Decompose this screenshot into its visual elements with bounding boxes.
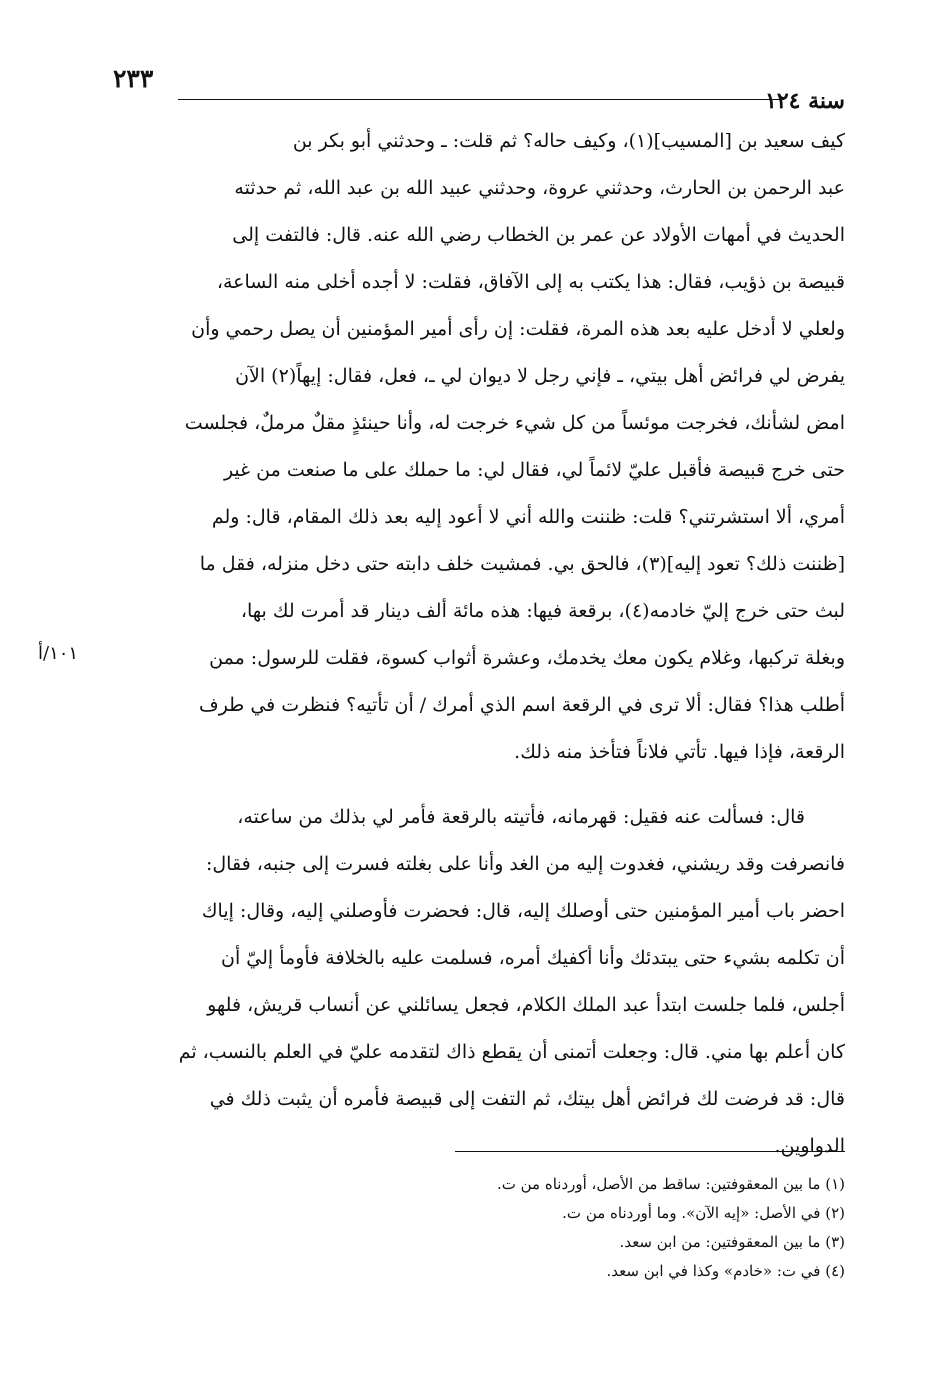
- text-line: قبيصة بن ذؤيب، فقال: هذا يكتب به إلى الآفاق، فقلت: لا أجده أخلى منه الساعة،: [216, 271, 845, 293]
- text-line: أجلس، فلما جلست ابتدأ عبد الملك الكلام، فجعل يسائلني عن أنساب قريش، فلهو: [207, 994, 845, 1016]
- text-line: أطلب هذا؟ فقال: ألا ترى في الرقعة اسم الذي أمرك / أن تأتيه؟ فنظرت في طرف: [199, 694, 845, 716]
- text-line: قال: قد فرضت لك فرائض أهل بيتك، ثم التفت إلى قبيصة فأمره أن يثبت ذلك في: [209, 1088, 845, 1110]
- header-rule: [178, 99, 784, 100]
- text-line: الدواوين.: [774, 1135, 845, 1157]
- text-line: قال: فسألت عنه فقيل: قهرمانه، فأتيته بالرقعة فأمر لي بذلك من ساعته،: [237, 806, 805, 828]
- text-line: امض لشأنك، فخرجت موئساً من كل شيء خرجت له، وأنا حينئذٍ مقلٌ مرملٌ، فجلست: [184, 412, 845, 434]
- text-line: وبغلة تركبها، وغلام يكون معك يخدمك، وعشرة أثواب كسوة، فقلت للرسول: ممن: [209, 647, 845, 669]
- text-line: الحديث في أمهات الأولاد عن عمر بن الخطاب رضي الله عنه. قال: فالتفت إلى: [232, 224, 845, 246]
- text-line: حتى خرج قبيصة فأقبل عليّ لائماً لي، فقال لي: ما حملك على ما صنعت من غير: [223, 459, 845, 481]
- text-line: فانصرفت وقد ريشني، فغدوت إليه من الغد وأنا على بغلته فسرت إلى جنبه، فقال:: [205, 853, 845, 875]
- footnote: (٣) ما بين المعقوفتين: من ابن سعد.: [619, 1233, 845, 1251]
- text-line: كيف سعيد بن [المسيب](١)، وكيف حاله؟ ثم قلت: ـ وحدثني أبو بكر بن: [292, 130, 845, 152]
- text-line: ولعلي لا أدخل عليه بعد هذه المرة، فقلت: إن رأى أمير المؤمنين أن يصل رحمي وأن: [191, 318, 845, 340]
- running-header-year: سنة ١٢٤: [765, 88, 845, 114]
- text-line: احضر باب أمير المؤمنين حتى أوصلك إليه، قال: فحضرت فأوصلني إليه، وقال: إياك: [201, 900, 845, 922]
- text-line: عبد الرحمن بن الحارث، وحدثني عروة، وحدثني عبيد الله بن عبد الله، ثم حدثته: [234, 177, 845, 199]
- paragraph-break: [110, 776, 845, 794]
- page-number: ٢٣٣: [113, 64, 154, 93]
- footnote: (١) ما بين المعقوفتين: ساقط من الأصل، أوردناه من ت.: [496, 1175, 845, 1193]
- text-line: الرقعة، فإذا فيها. تأتي فلاناً فتأخذ منه ذلك.: [514, 741, 845, 763]
- footnotes: [105, 1170, 845, 1286]
- footnote-separator: [455, 1151, 845, 1152]
- main-text: [110, 118, 845, 1170]
- footnote: (٢) في الأصل: «إيه الآن». وما أوردناه من ت.: [562, 1204, 845, 1222]
- text-line: كان أعلم بها مني. قال: وجعلت أتمنى أن يقطع ذاك لتقدمه عليّ في العلم بالنسب، ثم: [178, 1041, 845, 1063]
- text-line: أمري، ألا استشرتني؟ قلت: ظننت والله أني لا أعود إليه بعد ذلك المقام، قال: ولم: [211, 506, 845, 528]
- text-line: يفرض لي فرائض أهل بيتي، ـ فإني رجل لا ديوان لي ـ، فعل، فقال: إيهاً(٢) الآن: [235, 365, 845, 387]
- manuscript-folio-marker: ١٠١/أ: [38, 643, 79, 664]
- footnote: (٤) في ت: «خادم» وكذا في ابن سعد.: [606, 1262, 845, 1280]
- text-line: لبث حتى خرج إليّ خادمه(٤)، برقعة فيها: هذه مائة ألف دينار قد أمرت لك بها،: [240, 600, 845, 622]
- text-line: [ظننت ذلك؟ تعود إليه](٣)، فالحق بي. فمشيت خلف دابته حتى دخل منزله، فقل ما: [199, 553, 845, 575]
- text-line: أن تكلمه بشيء حتى يبتدئك وأنا أكفيك أمره، فسلمت عليه بالخلافة فأومأ إليّ أن: [221, 947, 845, 969]
